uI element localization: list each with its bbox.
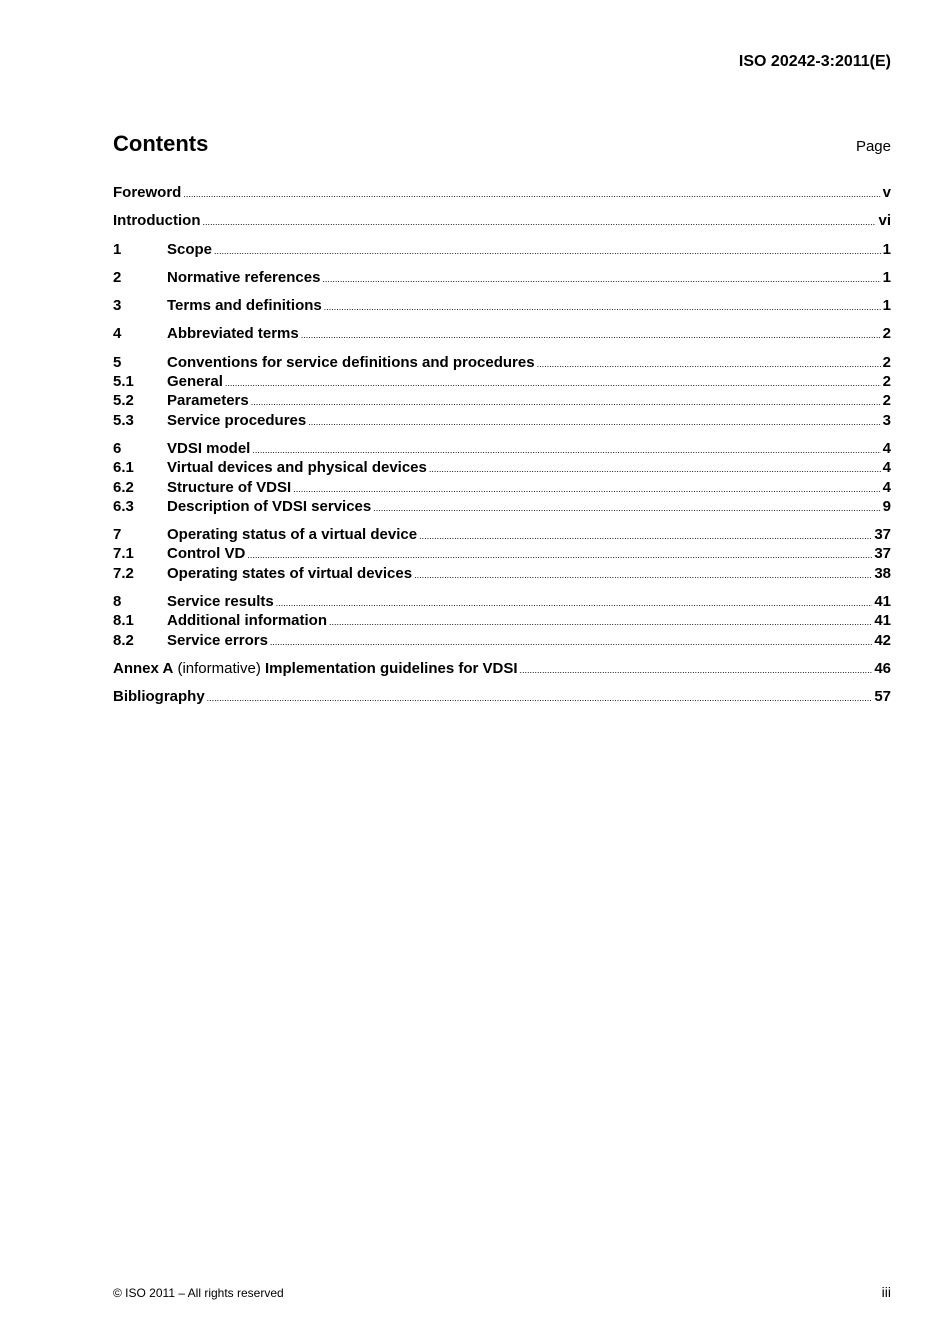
toc-entry-title: Virtual devices and physical devices: [167, 459, 427, 477]
toc-entry-title: Service errors: [167, 631, 268, 649]
toc-entry-number: 7.1: [113, 545, 134, 563]
toc-entry-structure-of-vdsi[interactable]: [113, 478, 891, 497]
toc-entry-page: 1: [882, 268, 891, 286]
page-column-label: Page: [855, 138, 891, 155]
toc-entry-page: 4: [882, 459, 891, 477]
toc-entry-number: 7: [113, 526, 122, 544]
toc-entry-page: 2: [882, 392, 891, 410]
toc-entry-normative-references[interactable]: [113, 268, 891, 287]
leader-dots: [419, 527, 872, 546]
toc-entry-title: Service procedures: [167, 411, 307, 429]
table-of-contents: [113, 183, 891, 707]
leader-dots: [251, 393, 881, 412]
toc-entry-page: 41: [874, 612, 891, 630]
leader-dots: [322, 270, 880, 289]
toc-entry-title: Operating states of virtual devices: [167, 564, 413, 582]
leader-dots: [183, 185, 880, 204]
leader-dots: [293, 480, 880, 499]
toc-entry-title: Conventions for service definitions and procedures: [167, 353, 535, 371]
toc-entry-number: 7.2: [113, 564, 134, 582]
toc-entry-title: VDSI model: [167, 439, 251, 457]
footer-copyright: © ISO 2011 – All rights reserved: [113, 1286, 284, 1300]
toc-entry-number: 6.2: [113, 478, 134, 496]
toc-entry-title: Additional information: [167, 612, 327, 630]
leader-dots: [225, 374, 881, 393]
toc-entry-number: 4: [113, 325, 122, 343]
toc-entry-number: 6: [113, 439, 122, 457]
toc-entry-number: 6.1: [113, 459, 134, 477]
toc-entry-operating-states[interactable]: [113, 564, 891, 583]
toc-entry-service-procedures[interactable]: [113, 411, 891, 430]
toc-entry-page: 4: [882, 478, 891, 496]
toc-entry-title: Scope: [167, 240, 213, 258]
toc-entry-number: 2: [113, 268, 122, 286]
toc-entry-page: 46: [874, 659, 891, 677]
toc-entry-page: 57: [874, 688, 891, 706]
leader-dots: [301, 326, 881, 345]
toc-entry-number: 5.1: [113, 373, 134, 391]
toc-entry-title: Terms and definitions: [167, 297, 322, 315]
toc-entry-page: 2: [882, 325, 891, 343]
footer-page-number: iii: [881, 1284, 891, 1300]
leader-dots: [252, 441, 880, 460]
toc-entry-operating-status[interactable]: [113, 525, 891, 544]
toc-entry-service-results[interactable]: [113, 592, 891, 611]
toc-entry-title: Abbreviated terms: [167, 325, 299, 343]
leader-dots: [247, 546, 872, 565]
toc-entry-terms-and-definitions[interactable]: [113, 296, 891, 315]
toc-entry-title: Control VD: [167, 545, 246, 563]
toc-entry-parameters[interactable]: [113, 391, 891, 410]
toc-entry-number: 6.3: [113, 497, 134, 515]
toc-entry-page: 2: [882, 353, 891, 371]
toc-entry-control-vd[interactable]: [113, 544, 891, 563]
toc-entry-number: 8: [113, 593, 122, 611]
toc-entry-title: Introduction: [113, 212, 201, 230]
toc-entry-number: 5.3: [113, 411, 134, 429]
toc-entry-page: v: [882, 184, 891, 201]
toc-entry-title: Bibliography: [113, 688, 205, 706]
toc-entry-virtual-devices[interactable]: [113, 458, 891, 477]
toc-entry-title: [113, 659, 518, 678]
leader-dots: [214, 242, 881, 261]
toc-entry-page: 1: [882, 297, 891, 315]
leader-dots: [308, 413, 880, 432]
leader-dots: [414, 566, 872, 585]
toc-entry-title: Parameters: [167, 392, 249, 410]
toc-entry-title: Service results: [167, 593, 274, 611]
toc-entry-page: 1: [882, 240, 891, 258]
toc-entry-foreword[interactable]: [113, 183, 891, 202]
annex-title: Implementation guidelines for VDSI: [264, 659, 518, 677]
toc-entry-page: 4: [882, 439, 891, 457]
leader-dots: [270, 633, 872, 652]
toc-entry-title: Operating status of a virtual device: [167, 526, 418, 544]
toc-entry-page: 9: [882, 497, 891, 515]
toc-entry-page: 2: [882, 373, 891, 391]
toc-entry-page: 42: [874, 631, 891, 649]
toc-entry-title: Description of VDSI services: [167, 497, 372, 515]
toc-entry-introduction[interactable]: [113, 211, 891, 230]
toc-entry-general[interactable]: [113, 372, 891, 391]
toc-entry-scope[interactable]: [113, 240, 891, 259]
leader-dots: [207, 689, 873, 708]
toc-entry-abbreviated-terms[interactable]: [113, 324, 891, 343]
toc-entry-vdsi-model[interactable]: [113, 439, 891, 458]
toc-entry-service-errors[interactable]: [113, 631, 891, 650]
annex-type: (informative): [173, 659, 265, 677]
toc-entry-description-of-vdsi-services[interactable]: [113, 497, 891, 516]
toc-entry-title: General: [167, 373, 223, 391]
leader-dots: [329, 613, 872, 632]
leader-dots: [373, 499, 880, 518]
toc-entry-title: Foreword: [113, 184, 182, 201]
leader-dots: [520, 661, 873, 680]
toc-entry-number: 8.2: [113, 631, 134, 649]
toc-entry-page: 38: [874, 564, 891, 582]
contents-heading: Contents: [113, 131, 209, 156]
toc-entry-number: 5: [113, 353, 122, 371]
annex-label: Annex A: [113, 659, 174, 677]
toc-entry-conventions[interactable]: [113, 353, 891, 372]
toc-entry-number: 5.2: [113, 392, 134, 410]
toc-entry-title: Structure of VDSI: [167, 478, 292, 496]
toc-entry-page: 37: [874, 526, 891, 544]
toc-entry-bibliography[interactable]: [113, 687, 891, 706]
leader-dots: [537, 355, 881, 374]
toc-entry-page: vi: [878, 212, 891, 230]
document-id: ISO 20242-3:2011(E): [738, 53, 891, 70]
leader-dots: [202, 213, 876, 232]
toc-entry-additional-information[interactable]: [113, 611, 891, 630]
leader-dots: [324, 298, 881, 317]
toc-entry-page: 37: [874, 545, 891, 563]
leader-dots: [429, 460, 881, 479]
toc-entry-number: 3: [113, 297, 122, 315]
toc-entry-number: 8.1: [113, 612, 134, 630]
leader-dots: [276, 594, 873, 613]
toc-entry-title: Normative references: [167, 268, 321, 286]
toc-entry-page: 3: [882, 411, 891, 429]
toc-entry-annex-a[interactable]: [113, 659, 891, 678]
toc-entry-number: 1: [113, 240, 122, 258]
toc-entry-page: 41: [874, 593, 891, 611]
